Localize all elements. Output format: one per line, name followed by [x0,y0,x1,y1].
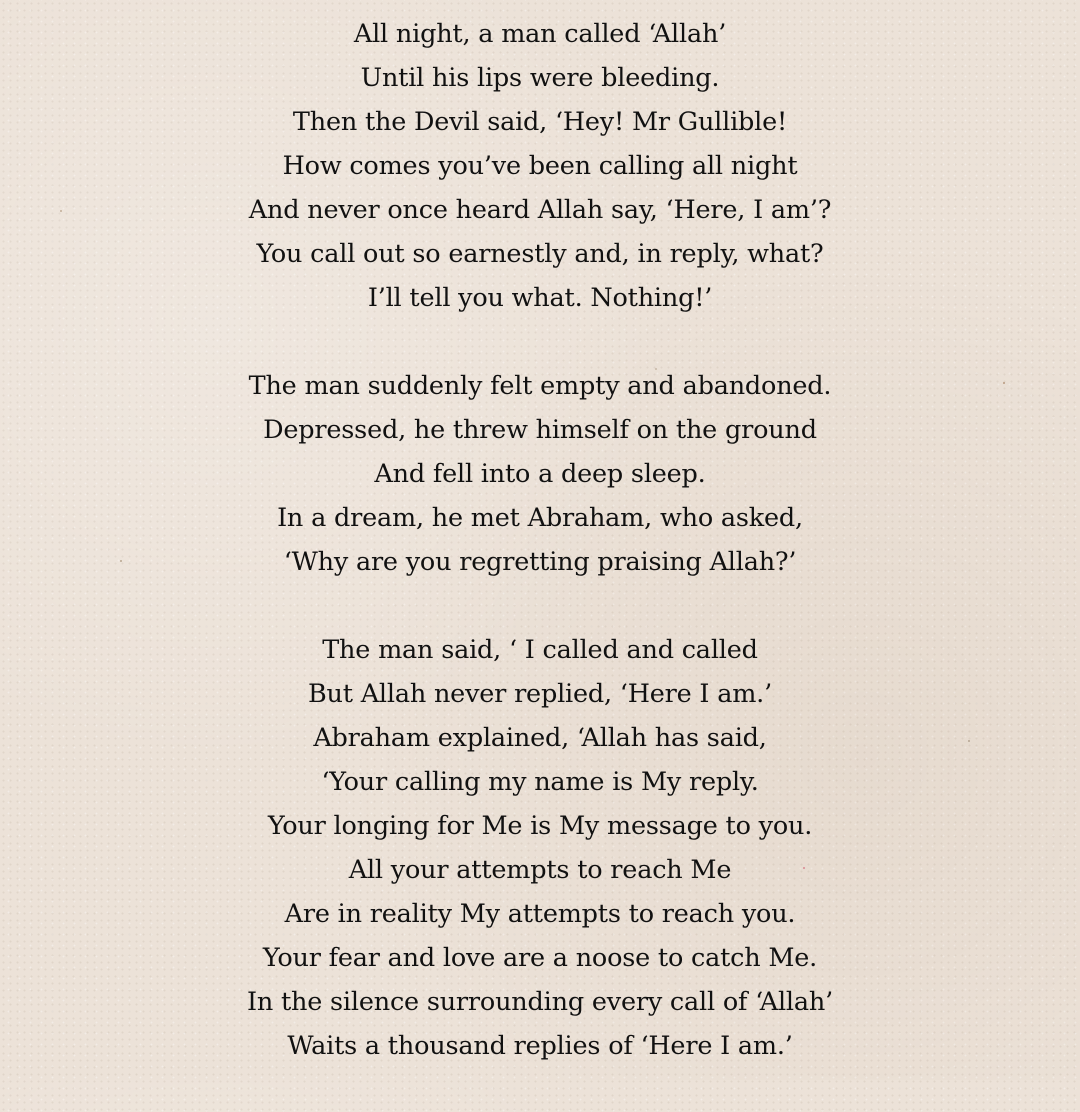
poem-line: I’ll tell you what. Nothing!’ [367,283,713,313]
poem-line: In a dream, he met Abraham, who asked, [277,503,803,533]
poem-line: All night, a man called ‘Allah’ [353,19,727,49]
poem-line: Your longing for Me is My message to you. [267,811,813,841]
poem-line: And never once heard Allah say, ‘Here, I am’? [248,195,832,225]
poem-line: Abraham explained, ‘Allah has said, [313,723,767,753]
poem-line: Are in reality My attempts to reach you. [284,899,796,929]
poem-line: Your fear and love are a noose to catch Me. [262,943,818,973]
poem-line: Until his lips were bleeding. [360,63,720,93]
poem-line: ‘Why are you regretting praising Allah?’ [283,547,797,577]
poem-line: Depressed, he threw himself on the ground [263,415,817,445]
paper-speck [120,560,122,562]
stanza-1 [0,12,1080,320]
poem-line: How comes you’ve been calling all night [282,151,798,181]
paper-speck [655,368,657,370]
paper-speck [968,740,970,742]
paper-speck [803,867,805,869]
stanza-3 [0,628,1080,1068]
poem-line: The man suddenly felt empty and abandoned. [248,371,832,401]
poem-line: But Allah never replied, ‘Here I am.’ [307,679,772,709]
poem-line: ‘Your calling my name is My reply. [321,767,759,797]
poem-line: You call out so earnestly and, in reply, what? [256,239,824,269]
poem [0,12,1080,1112]
paper-speck [60,210,62,212]
poem-line: The man said, ‘ I called and called [322,635,758,665]
paper-speck [1003,382,1005,384]
poem-line: And fell into a deep sleep. [374,459,706,489]
poem-line: Then the Devil said, ‘Hey! Mr Gullible! [292,107,788,137]
stanza-2 [0,364,1080,584]
poem-line: Waits a thousand replies of ‘Here I am.’ [287,1031,793,1061]
poem-line: In the silence surrounding every call of ‘Allah’ [246,987,834,1017]
poem-line: All your attempts to reach Me [348,855,732,885]
